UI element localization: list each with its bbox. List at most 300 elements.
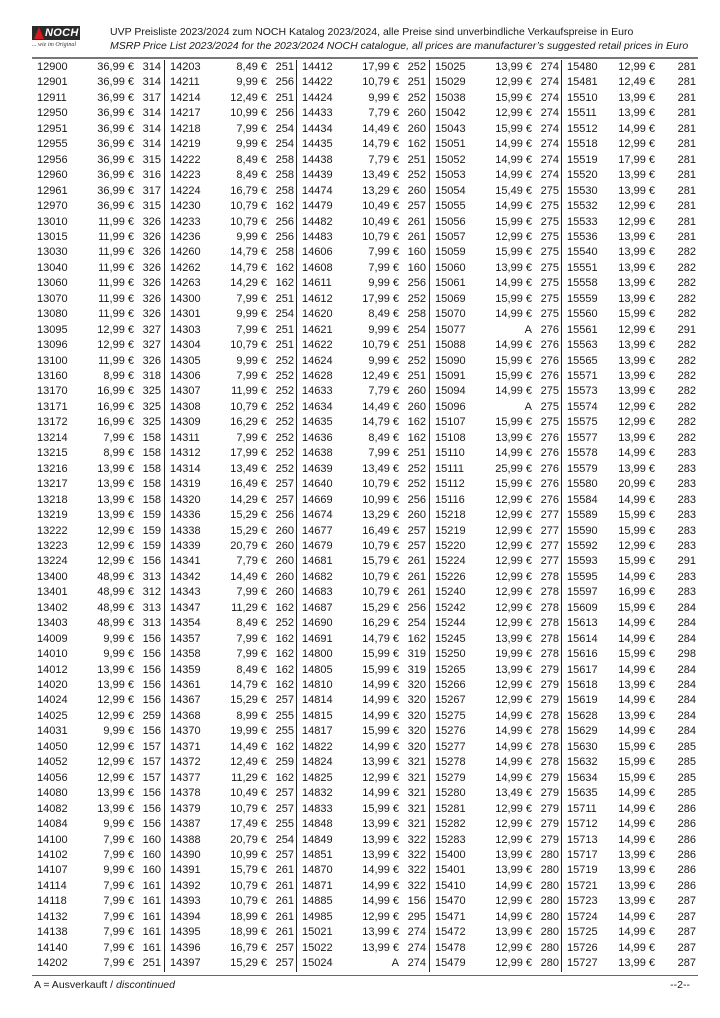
catalog-page: 286 <box>677 818 696 831</box>
catalog-page: 257 <box>275 478 294 491</box>
article-number: 14218 <box>170 122 201 135</box>
article-number: 13214 <box>37 431 68 444</box>
catalog-page: 275 <box>540 184 559 197</box>
article-number: 14608 <box>302 261 333 274</box>
table-row <box>165 879 297 894</box>
table-row <box>297 292 429 307</box>
article-number: 14050 <box>37 740 68 753</box>
price: 7,99 € <box>103 926 134 939</box>
table-row <box>562 616 699 631</box>
price: 15,99 € <box>618 308 655 321</box>
table-row <box>562 60 699 75</box>
article-number: 13070 <box>37 292 68 305</box>
catalog-page: 258 <box>275 246 294 259</box>
price: 8,99 € <box>103 447 134 460</box>
article-number: 12970 <box>37 200 68 213</box>
table-row <box>562 848 699 863</box>
table-row <box>165 554 297 569</box>
article-number: 15479 <box>435 957 466 970</box>
table-row <box>562 323 699 338</box>
article-number: 15520 <box>567 169 598 182</box>
article-number: 14434 <box>302 122 333 135</box>
article-number: 14635 <box>302 416 333 429</box>
catalog-page: 320 <box>407 679 426 691</box>
table-row <box>32 910 164 925</box>
catalog-page: 275 <box>540 400 559 413</box>
article-number: 15244 <box>435 617 466 630</box>
catalog-page: 279 <box>540 663 559 676</box>
table-row <box>32 261 164 276</box>
article-number: 15536 <box>567 230 598 243</box>
table-row <box>562 879 699 894</box>
price: 12,49 € <box>230 91 267 104</box>
article-number: 15108 <box>435 431 466 444</box>
table-row <box>430 384 562 399</box>
catalog-page: 274 <box>540 169 559 182</box>
catalog-page: 261 <box>275 864 294 877</box>
catalog-page: 315 <box>142 200 161 213</box>
table-row <box>165 894 297 909</box>
price: 13,99 € <box>618 385 655 398</box>
catalog-page: 252 <box>275 400 294 413</box>
price: 15,99 € <box>495 416 532 429</box>
article-number: 15609 <box>567 601 598 614</box>
article-number: 14669 <box>302 493 333 506</box>
article-number: 15613 <box>567 617 598 630</box>
table-row <box>165 693 297 708</box>
price: 17,49 € <box>230 818 267 831</box>
price: 13,99 € <box>362 926 399 939</box>
table-row <box>32 740 164 755</box>
table-row <box>297 925 429 940</box>
catalog-page: 281 <box>677 153 696 166</box>
table-row <box>165 663 297 678</box>
article-number: 14483 <box>302 230 333 243</box>
article-number: 15573 <box>567 385 598 398</box>
article-number: 14814 <box>302 694 333 707</box>
price: 7,99 € <box>103 957 134 970</box>
catalog-page: 251 <box>275 339 294 352</box>
table-row <box>32 802 164 817</box>
catalog-page: 261 <box>275 879 294 892</box>
catalog-page: 261 <box>407 215 426 228</box>
catalog-page: 322 <box>407 864 426 877</box>
catalog-page: 261 <box>275 910 294 923</box>
catalog-page: 281 <box>677 138 696 151</box>
table-row <box>165 446 297 461</box>
price: 13,99 € <box>362 848 399 861</box>
table-row <box>32 632 164 647</box>
article-number: 14387 <box>170 818 201 831</box>
price: 15,99 € <box>618 756 655 769</box>
price: 17,99 € <box>618 153 655 166</box>
table-row <box>430 276 562 291</box>
article-number: 13171 <box>37 400 68 413</box>
price: 11,99 € <box>98 215 134 228</box>
legend-english: discontinued <box>116 979 175 991</box>
table-row <box>562 106 699 121</box>
price: 8,49 € <box>368 308 399 321</box>
catalog-page: 260 <box>407 122 426 135</box>
catalog-page: 251 <box>407 447 426 460</box>
article-number: 15283 <box>435 833 466 846</box>
catalog-page: 258 <box>275 184 294 197</box>
article-number: 14392 <box>170 879 201 892</box>
footer-divider <box>32 975 698 976</box>
price: 12,99 € <box>495 555 532 568</box>
table-row <box>297 724 429 739</box>
price: 15,99 € <box>495 478 532 491</box>
catalog-page: 258 <box>407 308 426 321</box>
catalog-page: 275 <box>540 292 559 305</box>
table-row <box>297 663 429 678</box>
table-row <box>32 307 164 322</box>
price: 14,99 € <box>495 447 532 460</box>
price: 12,99 € <box>495 601 532 614</box>
article-number: 14311 <box>170 431 200 444</box>
table-row <box>165 215 297 230</box>
catalog-page: 162 <box>407 138 426 151</box>
catalog-page: 256 <box>407 601 426 614</box>
article-number: 14681 <box>302 555 333 568</box>
catalog-page: 275 <box>540 246 559 259</box>
table-row <box>165 338 297 353</box>
table-row <box>562 693 699 708</box>
article-number: 15112 <box>435 478 465 491</box>
article-number: 15619 <box>567 694 598 707</box>
table-row <box>297 245 429 260</box>
article-number: 14691 <box>302 632 333 645</box>
article-number: 15533 <box>567 215 598 228</box>
table-row <box>297 323 429 338</box>
catalog-page: 261 <box>407 555 426 568</box>
price: 36,99 € <box>97 61 134 73</box>
article-number: 13218 <box>37 493 68 506</box>
article-number: 14132 <box>37 910 68 923</box>
table-row <box>430 415 562 430</box>
article-number: 14307 <box>170 385 201 398</box>
catalog-page: 276 <box>540 370 559 382</box>
catalog-page: 282 <box>677 261 696 274</box>
catalog-page: 314 <box>142 138 161 151</box>
table-row <box>165 75 297 90</box>
article-number: 15634 <box>567 771 598 784</box>
catalog-page: 278 <box>540 601 559 614</box>
catalog-page: 326 <box>142 246 161 259</box>
table-row <box>297 199 429 214</box>
article-number: 15712 <box>567 818 598 831</box>
price: 12,99 € <box>495 833 532 846</box>
table-row <box>297 338 429 353</box>
table-row <box>430 848 562 863</box>
table-row <box>562 153 699 168</box>
catalog-page: 283 <box>677 539 696 552</box>
article-number: 14433 <box>302 107 333 120</box>
catalog-page: 255 <box>275 709 294 722</box>
price: 13,99 € <box>618 462 655 475</box>
table-row <box>165 601 297 616</box>
price: 9,99 € <box>103 864 134 877</box>
table-row <box>32 462 164 477</box>
catalog-page: 160 <box>142 833 161 846</box>
article-number: 12901 <box>37 76 68 89</box>
article-number: 13010 <box>37 215 68 228</box>
catalog-page: 276 <box>540 431 559 444</box>
catalog-page: 260 <box>275 555 294 568</box>
table-row <box>562 925 699 940</box>
price: 14,99 € <box>618 802 655 815</box>
table-row <box>32 786 164 801</box>
table-row <box>430 755 562 770</box>
article-number: 15219 <box>435 524 466 537</box>
price: 14,99 € <box>362 895 399 908</box>
table-row <box>562 477 699 492</box>
price: 15,99 € <box>618 771 655 784</box>
article-number: 14412 <box>302 61 333 73</box>
table-row <box>430 431 562 446</box>
table-row <box>297 910 429 925</box>
price: 7,99 € <box>236 370 267 382</box>
price: 10,79 € <box>230 215 267 228</box>
page-header <box>32 22 692 56</box>
table-row <box>165 168 297 183</box>
price: 14,49 € <box>230 740 267 753</box>
article-number: 15574 <box>567 400 598 413</box>
catalog-page: 284 <box>677 632 696 645</box>
table-row <box>297 833 429 848</box>
price: 14,99 € <box>362 879 399 892</box>
catalog-page: 252 <box>407 354 426 367</box>
article-number: 15024 <box>302 957 333 970</box>
article-number: 13030 <box>37 246 68 259</box>
table-row <box>430 354 562 369</box>
catalog-page: 156 <box>142 679 161 691</box>
price: 13,99 € <box>618 277 655 290</box>
price: 12,99 € <box>618 416 655 429</box>
price: 7,99 € <box>103 910 134 923</box>
catalog-page: 277 <box>540 524 559 537</box>
table-row <box>562 276 699 291</box>
catalog-page: 261 <box>407 570 426 583</box>
catalog-page: 326 <box>142 261 161 274</box>
table-row <box>430 215 562 230</box>
table-row <box>297 539 429 554</box>
catalog-page: 252 <box>275 462 294 475</box>
catalog-page: 326 <box>142 354 161 367</box>
table-row <box>430 632 562 647</box>
article-number: 12955 <box>37 138 68 151</box>
table-row <box>297 431 429 446</box>
price: 12,99 € <box>495 570 532 583</box>
price: 13,99 € <box>97 663 134 676</box>
price: 7,99 € <box>236 323 267 336</box>
table-row <box>430 647 562 662</box>
table-row <box>562 369 699 384</box>
article-number: 12961 <box>37 184 68 197</box>
catalog-page: 286 <box>677 848 696 861</box>
catalog-page: 254 <box>275 138 294 151</box>
catalog-page: 260 <box>407 509 426 522</box>
article-number: 14367 <box>170 694 201 707</box>
catalog-page: 284 <box>677 709 696 722</box>
article-number: 14012 <box>37 663 68 676</box>
price: 12,99 € <box>495 895 532 908</box>
catalog-page: 158 <box>142 478 161 491</box>
table-row <box>165 323 297 338</box>
catalog-page: 279 <box>540 802 559 815</box>
article-number: 14262 <box>170 261 201 274</box>
logo-text: NOCH <box>45 27 79 39</box>
article-number: 15580 <box>567 478 598 491</box>
table-row <box>165 616 297 631</box>
table-row <box>297 354 429 369</box>
article-number: 14397 <box>170 957 201 970</box>
table-row <box>562 663 699 678</box>
article-number: 15519 <box>567 153 598 166</box>
table-row <box>430 817 562 832</box>
catalog-page: 162 <box>275 277 294 290</box>
article-number: 15056 <box>435 215 466 228</box>
price: 15,49 € <box>495 184 532 197</box>
table-row <box>430 786 562 801</box>
table-row <box>430 307 562 322</box>
price: 36,99 € <box>97 107 134 120</box>
catalog-page: 254 <box>407 323 426 336</box>
table-row <box>430 663 562 678</box>
table-row <box>165 833 297 848</box>
table-row <box>562 75 699 90</box>
article-number: 14056 <box>37 771 68 784</box>
catalog-page: 252 <box>407 61 426 73</box>
price: 14,99 € <box>495 169 532 182</box>
catalog-page: 158 <box>142 447 161 460</box>
column-group-5 <box>561 60 699 972</box>
price: 8,49 € <box>236 663 267 676</box>
price: 14,99 € <box>495 910 532 923</box>
article-number: 15577 <box>567 431 598 444</box>
catalog-page: 156 <box>142 694 161 707</box>
price: 16,49 € <box>362 524 399 537</box>
table-row <box>562 539 699 554</box>
price: 10,79 € <box>362 478 399 491</box>
price: 15,99 € <box>495 370 532 382</box>
table-row <box>165 802 297 817</box>
article-number: 14107 <box>37 864 68 877</box>
catalog-page: 284 <box>677 663 696 676</box>
table-row <box>32 276 164 291</box>
price: 15,99 € <box>495 91 532 104</box>
page-number: --2-- <box>670 979 690 991</box>
article-number: 13216 <box>37 462 68 475</box>
article-number: 15401 <box>435 864 466 877</box>
catalog-page: 161 <box>142 910 161 923</box>
price: 13,99 € <box>618 679 655 691</box>
price: 14,99 € <box>618 725 655 738</box>
catalog-page: 274 <box>540 61 559 73</box>
table-row <box>430 230 562 245</box>
price: 14,99 € <box>618 910 655 923</box>
article-number: 15721 <box>567 879 598 892</box>
legend-key: A = Ausverkauft / <box>34 979 117 991</box>
article-number: 14339 <box>170 539 201 552</box>
price: 9,99 € <box>103 818 134 831</box>
table-row <box>430 477 562 492</box>
price: 36,99 € <box>97 76 134 89</box>
price: 12,49 € <box>362 370 399 382</box>
article-number: 15278 <box>435 756 466 769</box>
price: 12,99 € <box>362 771 399 784</box>
catalog-page: 261 <box>407 230 426 243</box>
price: 10,49 € <box>230 787 267 800</box>
price: 8,49 € <box>236 169 267 182</box>
price: 13,29 € <box>362 509 399 522</box>
article-number: 14211 <box>170 76 200 89</box>
catalog-page: 162 <box>407 431 426 444</box>
price: 11,99 € <box>98 277 134 290</box>
table-row <box>165 508 297 523</box>
article-number: 15711 <box>567 802 597 815</box>
table-row <box>562 910 699 925</box>
price: 13,99 € <box>495 663 532 676</box>
price: 15,29 € <box>230 509 267 522</box>
price: 48,99 € <box>97 570 134 583</box>
article-number: 14422 <box>302 76 333 89</box>
table-row <box>430 153 562 168</box>
table-row <box>32 384 164 399</box>
price: 15,99 € <box>362 725 399 738</box>
column-group-2 <box>164 60 297 972</box>
table-row <box>297 570 429 585</box>
catalog-page: 281 <box>677 169 696 182</box>
catalog-page: 319 <box>407 648 426 661</box>
price: 36,99 € <box>97 91 134 104</box>
price: 12,99 € <box>97 694 134 707</box>
table-row <box>32 338 164 353</box>
article-number: 15571 <box>567 370 598 382</box>
catalog-page: 282 <box>677 339 696 352</box>
catalog-page: 274 <box>540 91 559 104</box>
table-row <box>32 215 164 230</box>
table-row <box>32 585 164 600</box>
price: 12,99 € <box>97 740 134 753</box>
price: 48,99 € <box>97 617 134 630</box>
catalog-page: 318 <box>142 370 161 382</box>
catalog-page: 251 <box>142 957 161 970</box>
price: 14,99 € <box>618 617 655 630</box>
table-row <box>430 122 562 137</box>
catalog-page: 156 <box>142 555 161 568</box>
article-number: 14679 <box>302 539 333 552</box>
article-number: 15593 <box>567 555 598 568</box>
price: 15,99 € <box>618 524 655 537</box>
price: 10,99 € <box>230 107 267 120</box>
price: 11,99 € <box>98 308 134 321</box>
article-number: 14628 <box>302 370 333 382</box>
catalog-page: 260 <box>275 570 294 583</box>
article-number: 14025 <box>37 709 68 722</box>
article-number: 14084 <box>37 818 68 831</box>
catalog-page: 252 <box>275 354 294 367</box>
article-number: 14620 <box>302 308 333 321</box>
table-row <box>32 647 164 662</box>
table-row <box>430 137 562 152</box>
table-row <box>430 493 562 508</box>
table-row <box>430 508 562 523</box>
table-row <box>430 879 562 894</box>
price: 14,99 € <box>618 447 655 460</box>
article-number: 14368 <box>170 709 201 722</box>
table-row <box>430 261 562 276</box>
